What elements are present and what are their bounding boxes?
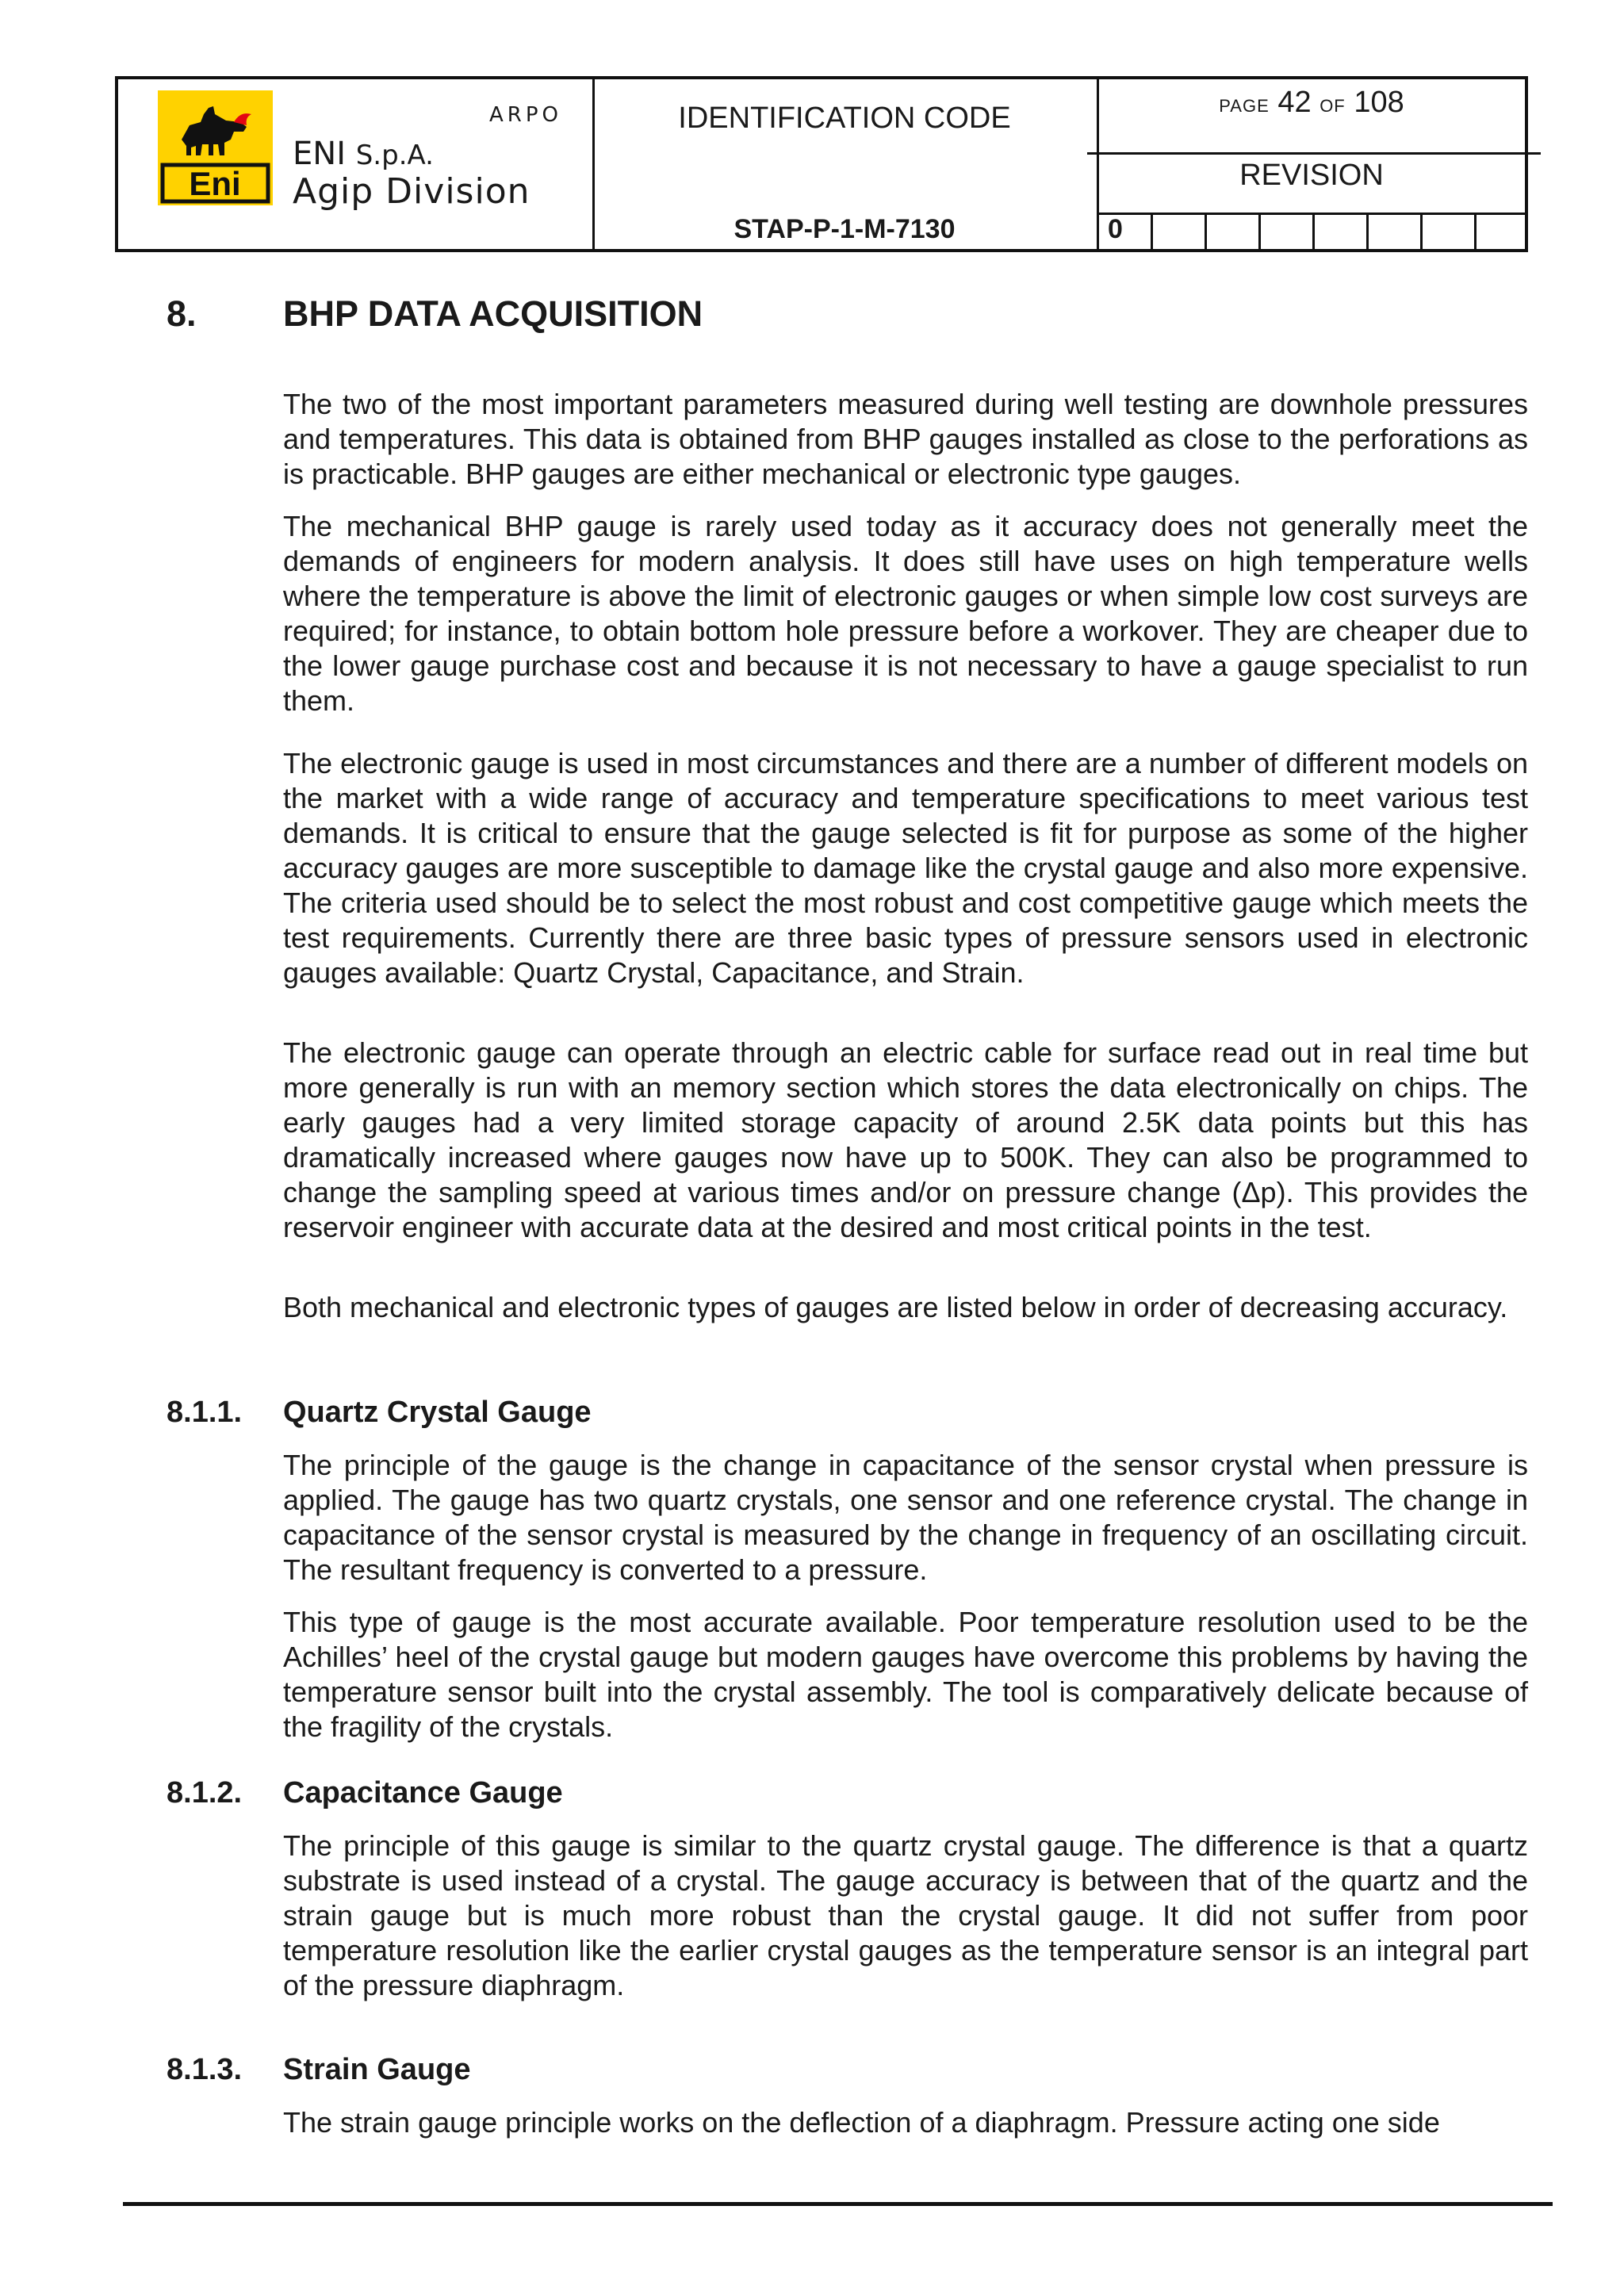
company-suffix: S.p.A.: [355, 140, 434, 171]
section-title: BHP DATA ACQUISITION: [283, 293, 703, 334]
revision-cell: [1151, 213, 1153, 249]
revision-cell: [1366, 213, 1369, 249]
company-label: ENI: [293, 136, 346, 172]
revision-cell: [1205, 213, 1207, 249]
revision-cell: [1312, 213, 1315, 249]
paragraph: Both mechanical and electronic types of gauges are listed below in order of decreasing accuracy.: [283, 1291, 1508, 1323]
of-word: OF: [1320, 96, 1346, 116]
company-name: [293, 136, 434, 172]
page-current: 42: [1277, 86, 1312, 119]
revision-cell: [1474, 213, 1477, 249]
arpo-label: ARPO: [489, 103, 562, 127]
subsection-number: 8.1.1.: [167, 1396, 243, 1429]
footer-rule: [123, 2202, 1553, 2206]
revision-cell: [1420, 213, 1423, 249]
paragraph: The electronic gauge can operate through an electric cable for surface read out in real time but more generally is run with an memory section which stores the data electronically on chips. The early gauges had a very limited storage capacity of around 2.5K data points but this has dramatically increased where gauges now have up to 500K. They can also be programmed to change the sampling speed at various times and/or on pressure change (Δp). This provides the reservoir engineer with accurate data at the desired and most critical points in the test.: [283, 1036, 1528, 1243]
page-total: 108: [1354, 86, 1404, 119]
revision-label: REVISION: [1239, 159, 1384, 192]
paragraph: The principle of the gauge is the change in capacitance of the sensor crystal when pressure is applied. The gauge has two quartz crystals, one sensor and one reference crystal. The change in capacitance of the sensor crystal is measured by the change in frequency of an oscillating circuit. The resultant frequency is converted to a pressure.: [283, 1449, 1528, 1586]
identification-code-label: IDENTIFICATION CODE: [678, 101, 1011, 135]
page-word: PAGE: [1219, 96, 1270, 116]
subsection-number: 8.1.3.: [167, 2053, 243, 2086]
identification-code-value: STAP-P-1-M-7130: [733, 214, 956, 244]
section-number: 8.: [167, 293, 197, 334]
paragraph: The mechanical BHP gauge is rarely used today as it accuracy does not generally meet the demands of engineers for modern analysis. It does still have uses on high temperature wells where the temperature is above the limit of electronic gauges or when simple low cost surveys are required; for instance, to obtain bottom hole pressure before a workover. They are cheaper due to the lower gauge purchase cost and because it is not necessary to have a gauge specialist to run them.: [283, 510, 1528, 717]
paragraph: This type of gauge is the most accurate available. Poor temperature resolution used to be the Achilles’ heel of the crystal gauge but modern gauges have overcome this problems by having the temperature sensor built into the crystal assembly. The tool is comparatively delicate because of the fragility of the crystals.: [283, 1606, 1528, 1743]
subsection-number: 8.1.2.: [167, 1776, 243, 1810]
eni-logo: [158, 90, 273, 205]
subsection-title: Strain Gauge: [283, 2053, 471, 2086]
paragraph: The two of the most important parameters measured during well testing are downhole pressures and temperatures. This data is obtained from BHP gauges installed as close to the perforations as is practicable. BHP gauges are either mechanical or electronic type gauges.: [283, 388, 1528, 490]
subsection-title: Capacitance Gauge: [283, 1776, 563, 1810]
header-divider: [1087, 152, 1541, 155]
revision-cell: [1258, 213, 1261, 249]
paragraph: The strain gauge principle works on the deflection of a diaphragm. Pressure acting one side: [283, 2106, 1440, 2139]
division-name: Agip Division: [293, 171, 530, 212]
document-header: [115, 76, 1528, 252]
subsection-title: Quartz Crystal Gauge: [283, 1396, 592, 1429]
paragraph: The principle of this gauge is similar to the quartz crystal gauge. The difference is that a quartz substrate is used instead of a crystal. The gauge accuracy is between that of the quartz and the strain gauge but is much more robust than the crystal gauge. It did not suffer from poor temperature resolution like the earlier crystal gauges as the temperature sensor is an integral part of the pressure diaphragm.: [283, 1829, 1528, 2001]
six-legged-dog-icon: [158, 90, 273, 205]
revision-value: 0: [1108, 214, 1123, 244]
logo-wordmark: Eni: [189, 165, 241, 202]
page-number: [1098, 86, 1525, 120]
paragraph: The electronic gauge is used in most circumstances and there are a number of different models on the market with a wide range of accuracy and temperature specifications to meet various test demands. It is critical to ensure that the gauge selected is fit for purpose as some of the higher accuracy gauges are more susceptible to damage like the crystal gauge and also more expensive. The criteria used should be to select the most robust and cost competitive gauge which meets the test requirements. Currently there are three basic types of pressure sensors used in electronic gauges available: Quartz Crystal, Capacitance, and Strain.: [283, 747, 1528, 989]
